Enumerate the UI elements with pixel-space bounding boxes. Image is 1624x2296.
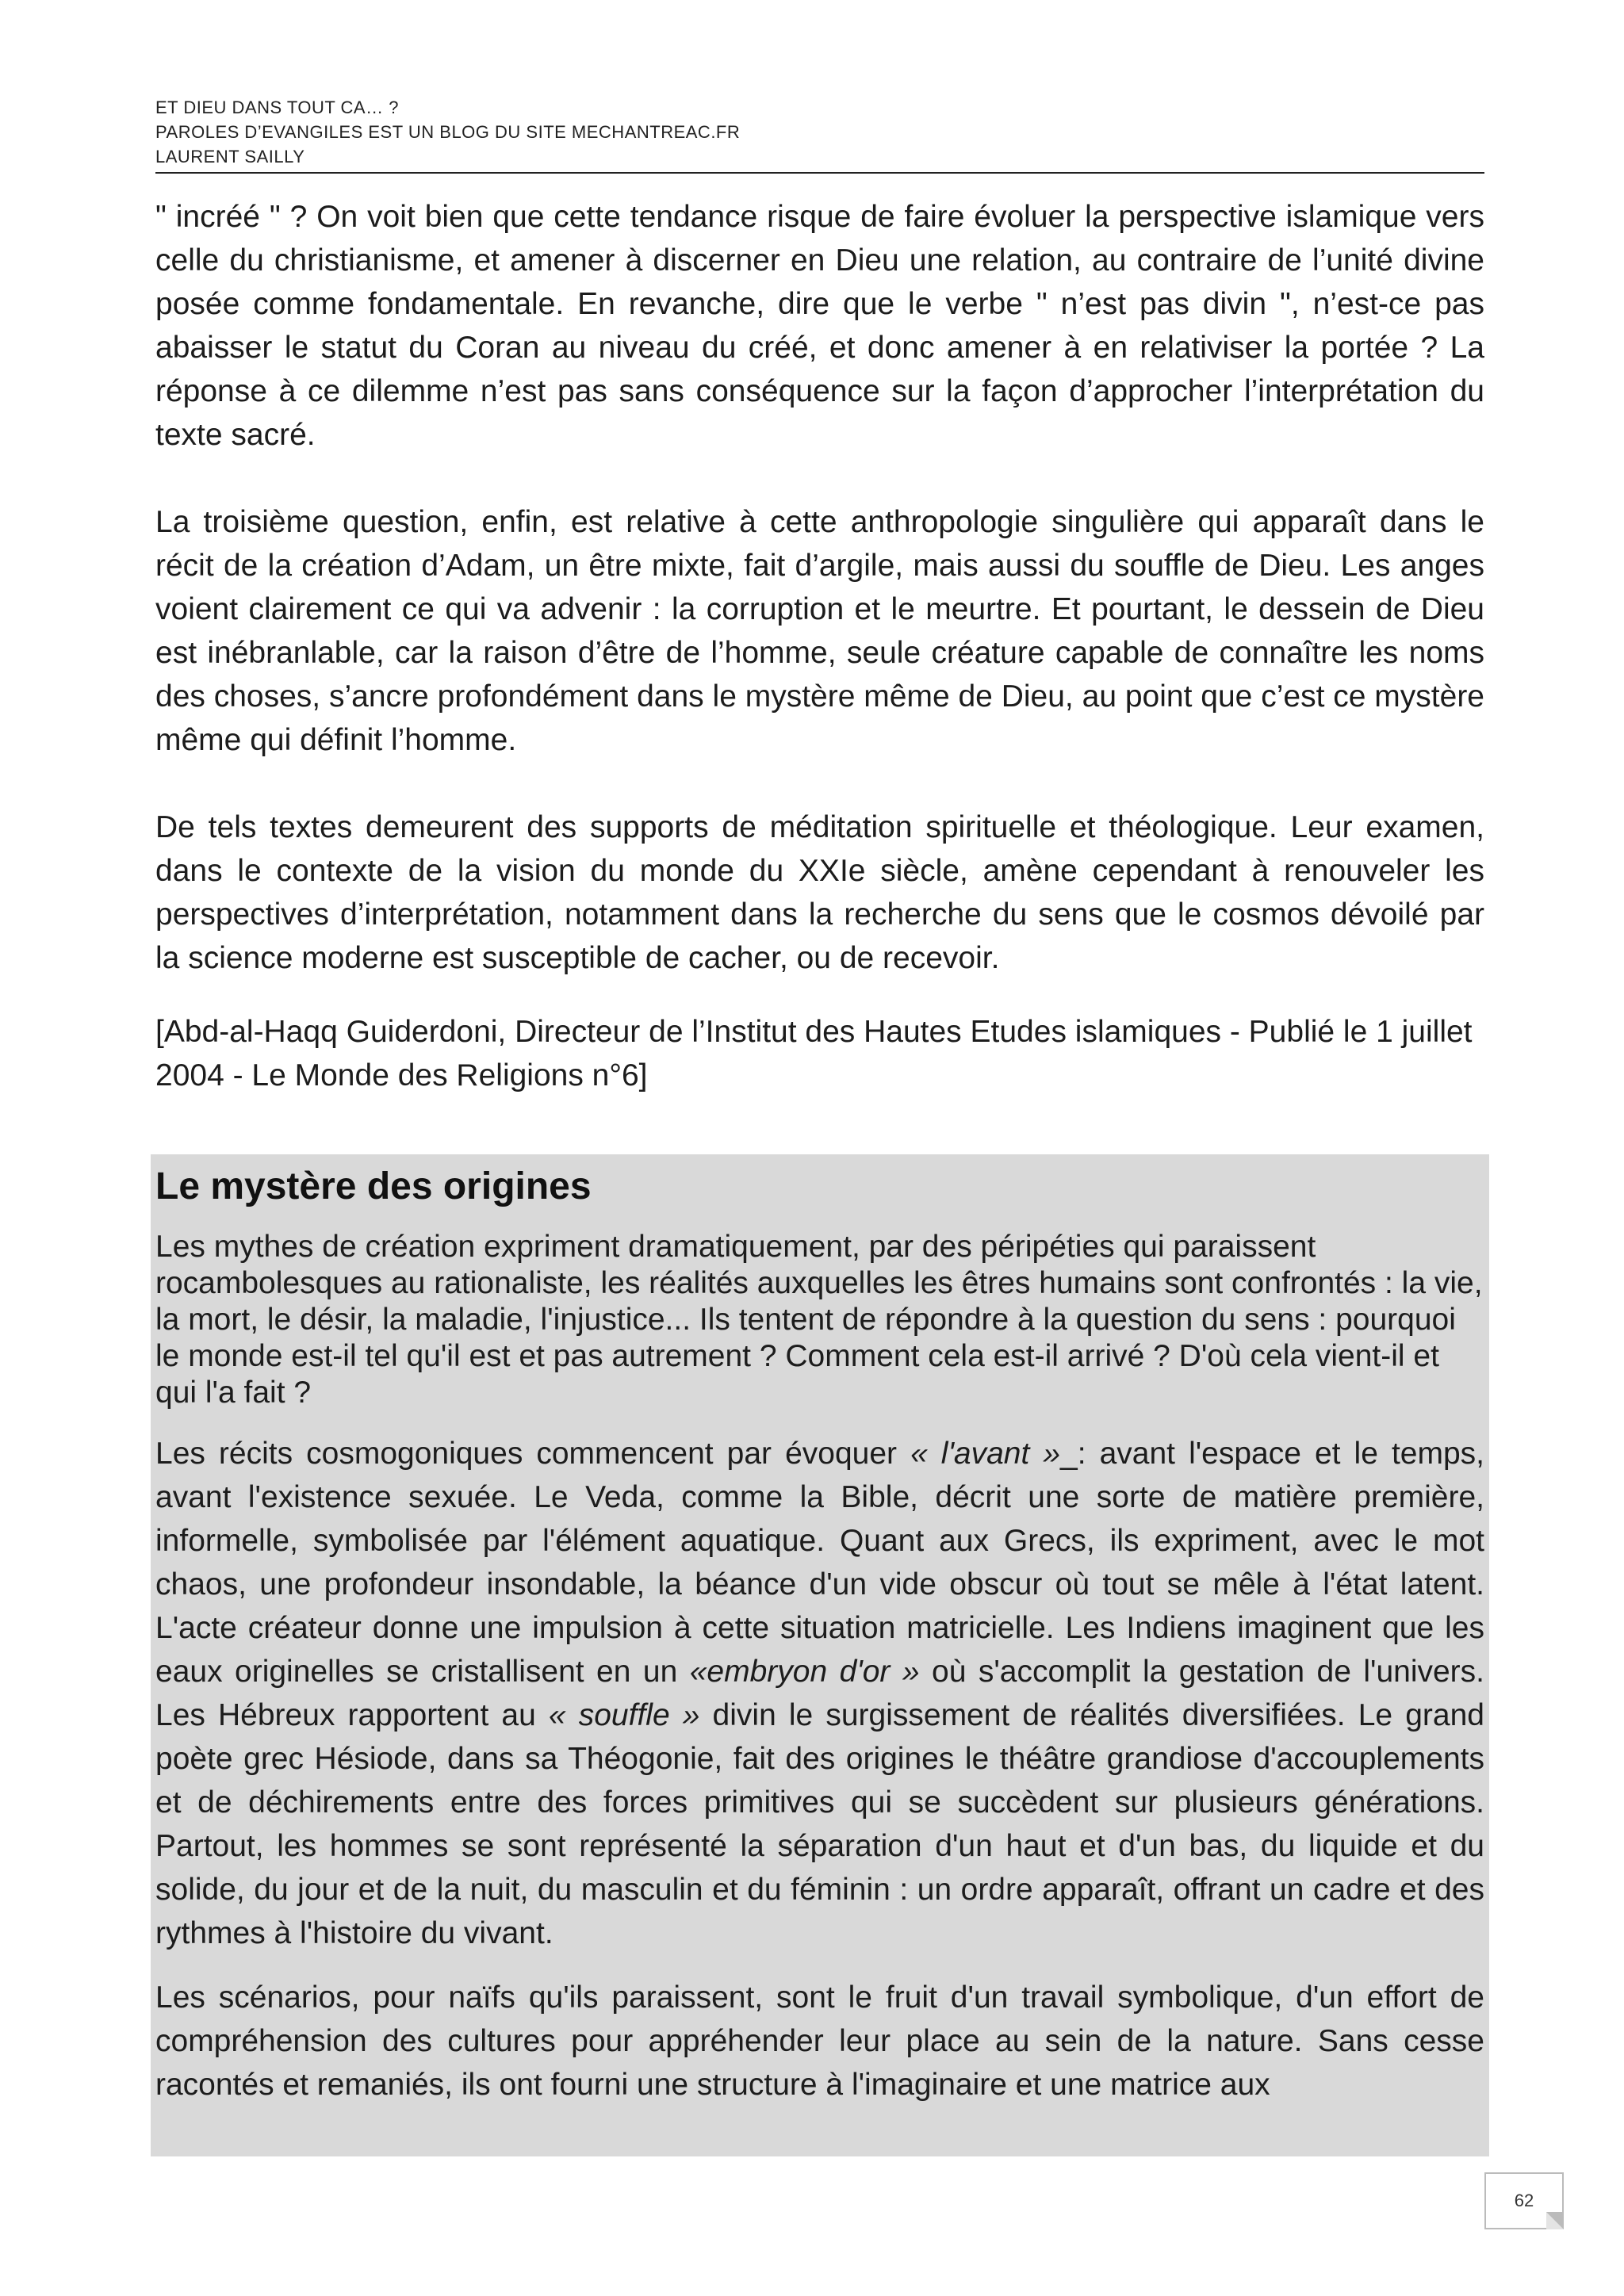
- section-paragraph: Les scénarios, pour naïfs qu'ils paraissent, sont le fruit d'un travail symbolique, d'un effort de compréhension des cultures pour appréhender leur place au sein de la nature. Sans cesse racontés et remaniés, ils ont fourni une structure à l'imaginaire et une matrice aux: [155, 1980, 1484, 2102]
- text-run: Les récits cosmogoniques commencent par évoquer: [155, 1437, 911, 1471]
- header-author: LAURENT SAILLY: [155, 147, 305, 166]
- header-title: ET DIEU DANS TOUT CA… ?: [155, 98, 399, 117]
- body-paragraph: " incréé " ? On voit bien que cette tendance risque de faire évoluer la perspective islamique vers celle du christianisme, et amener à discerner en Dieu une relation, au contraire de l’unité divine posée comme fondamentale. En revanche, dire que le verbe " n’est pas divin ", n’est-ce pas abaisser le statut du Coran au niveau du créé, et donc amener à en relativiser la portée ? La réponse à ce dilemme n’est pas sans conséquence sur la façon d’approcher l’interprétation du texte sacré.: [155, 200, 1484, 452]
- text-run: où s'accomplit la gestation de l'univers. Les Hébreux rapportent au: [155, 1655, 1485, 1732]
- section-paragraph: Les mythes de création expriment dramatiquement, par des péripéties qui paraissent rocambolesques au rationaliste, les réalités auxquelles les êtres humains sont confrontés : la vie, la mort, le désir, la maladie, l'injustice... Ils tentent de répondre à la question du sens : pourquoi le monde est-il tel qu'il est et pas autrement ? Comment cela est-il arrivé ? D'où cela vient-il et qui l'a fait ?: [155, 1230, 1483, 1410]
- page-header: [155, 95, 1484, 174]
- page-fold-icon: [1546, 2212, 1564, 2229]
- body-paragraph: La troisième question, enfin, est relative à cette anthropologie singulière qui apparaît dans le récit de la création d’Adam, un être mixte, fait d’argile, mais aussi du souffle de Dieu. Les anges voient clairement ce qui va advenir : la corruption et le meurtre. Et pourtant, le dessein de Dieu est inébranlable, car la raison d’être de l’homme, seule créature capable de connaître les noms des choses, s’ancre profondément dans le mystère même de Dieu, au point que c’est ce mystère même qui définit l’homme.: [155, 505, 1484, 757]
- header-blog-line: PAROLES D’EVANGILES EST UN BLOG DU SITE MECHANTREAC.FR: [155, 122, 741, 142]
- section-paragraph: [155, 1432, 1484, 1955]
- italic-quote: «embryon d'or »: [689, 1655, 920, 1689]
- main-text: [155, 195, 1484, 1097]
- body-paragraph: De tels textes demeurent des supports de méditation spirituelle et théologique. Leur examen, dans le contexte de la vision du monde du XXIe siècle, amène cependant à renouveler les perspectives d’interprétation, notamment dans la recherche du sens que le cosmos dévoilé par la science moderne est susceptible de cacher, ou de recevoir.: [155, 810, 1484, 975]
- page-number: [1484, 2172, 1564, 2229]
- italic-quote: « souffle »: [548, 1698, 700, 1732]
- page-number-label: 62: [1514, 2191, 1534, 2210]
- section-title: Le mystère des origines: [155, 1165, 592, 1207]
- italic-quote: « l'avant »: [910, 1437, 1061, 1471]
- text-run: _: avant l'espace et le temps, avant l'existence sexuée. Le Veda, comme la Bible, décrit une sorte de matière première, informelle, symbolisée par l'élément aquatique. Quant aux Grecs, ils expriment, avec le mot chaos, une profondeur insondable, la béance d'un vide obscur où tout se mêle à l'état latent. L'acte créateur donne une impulsion à cette situation matricielle. Les Indiens imaginent que les eaux originelles se cristallisent en un: [155, 1437, 1484, 1689]
- citation: [Abd-al-Haqq Guiderdoni, Directeur de l’Institut des Hautes Etudes islamiques - Publié le 1 juillet 2004 - Le Monde des Religions n°6]: [155, 1015, 1473, 1093]
- section-box: [151, 1154, 1489, 2156]
- text-run: divin le surgissement de réalités diversifiées. Le grand poète grec Hésiode, dans sa Théogonie, fait des origines le théâtre grandiose d'accouplements et de déchirements entre des forces primitives qui se succèdent sur plusieurs générations. Partout, les hommes se sont représenté la séparation d'un haut et d'un bas, du liquide et du solide, du jour et de la nuit, du masculin et du féminin : un ordre apparaît, offrant un cadre et des rythmes à l'histoire du vivant.: [155, 1698, 1484, 1950]
